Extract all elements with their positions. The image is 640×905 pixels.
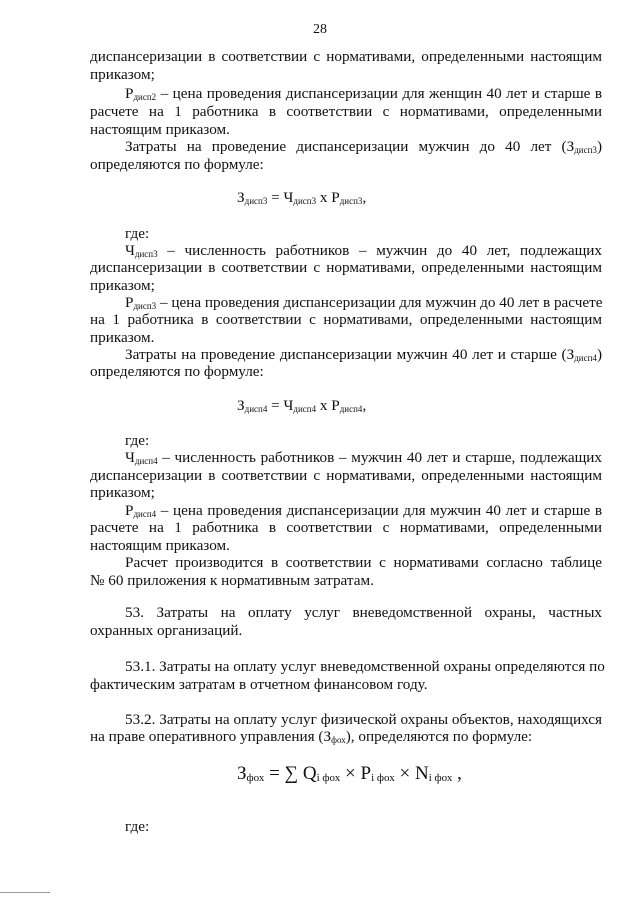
text-line: определяются по формуле: — [90, 363, 264, 380]
text-line: приказом. — [90, 329, 155, 346]
text-line: определяются по формуле: — [90, 156, 264, 173]
text-line: приказом; — [90, 66, 155, 83]
page-number: 28 — [313, 22, 327, 37]
text-line: на 1 работника в соответствии с нормативами, определенными настоящим — [90, 311, 602, 328]
formula: $З_{фох}$ = ∑ $Q_{i фох} \times P_{i фох} \times N_{i фох}$ , — [237, 763, 462, 784]
text-line: диспансеризации в соответствии с нормативами, определенными настоящим — [90, 467, 602, 484]
text-line: Расчет производится в соответствии с нормативами согласно таблице — [125, 554, 602, 571]
text-line: на праве оперативного управления $(З_{фох})$, определяются по формуле: — [90, 728, 533, 745]
text-line: приказом; — [90, 277, 155, 294]
text-line: $Р_{дисп4}$ – цена проведения диспансеризации для мужчин 40 лет и старше в — [125, 502, 602, 519]
text-line: расчете на 1 работника в соответствии с нормативами, определенными — [90, 519, 602, 536]
text-line: Затраты на проведение диспансеризации мужчин 40 лет и старше $(З_{дисп4})$ — [125, 346, 602, 363]
text-line: расчете на 1 работника в соответствии с нормативами, определенными — [90, 103, 602, 120]
text-line: настоящим приказом. — [90, 537, 230, 554]
text-line: 53. Затраты на оплату услуг вневедомственной охраны, частных — [125, 604, 602, 621]
text-line: 53.1. Затраты на оплату услуг вневедомственной охраны определяются по — [125, 658, 605, 675]
text-line: настоящим приказом. — [90, 121, 230, 138]
scan-margin-line — [0, 892, 50, 893]
text-line: где: — [125, 818, 150, 835]
formula: $З_{дисп3} = Ч_{дисп3}$ х $Р_{дисп3}$, — [237, 189, 367, 206]
text-line: $Ч_{дисп3}$ – численность работников – мужчин до 40 лет, подлежащих — [125, 242, 602, 259]
text-line: $Р_{дисп2}$ – цена проведения диспансеризации для женщин 40 лет и старше в — [125, 85, 602, 102]
text-line: 53.2. Затраты на оплату услуг физической охраны объектов, находящихся — [125, 711, 602, 728]
text-line: $Р_{дисп3}$ – цена проведения диспансеризации для мужчин до 40 лет в расчете — [125, 294, 603, 311]
text-line: $Ч_{дисп4}$ – численность работников – мужчин 40 лет и старше, подлежащих — [125, 449, 602, 466]
formula: $З_{дисп4} = Ч_{дисп4}$ х $Р_{дисп4}$, — [237, 397, 367, 414]
text-line: № 60 приложения к нормативным затратам. — [90, 572, 374, 589]
text-line: где: — [125, 432, 150, 449]
text-line: охранных организаций. — [90, 622, 243, 639]
text-line: фактическим затратам в отчетном финансовом году. — [90, 676, 428, 693]
text-line: где: — [125, 225, 150, 242]
text-line: диспансеризации в соответствии с нормативами, определенными настоящим — [90, 259, 602, 276]
text-line: диспансеризации в соответствии с нормативами, определенными настоящим — [90, 48, 602, 65]
text-line: приказом; — [90, 484, 155, 501]
text-line: Затраты на проведение диспансеризации мужчин до 40 лет $(З_{дисп3})$ — [125, 138, 602, 155]
